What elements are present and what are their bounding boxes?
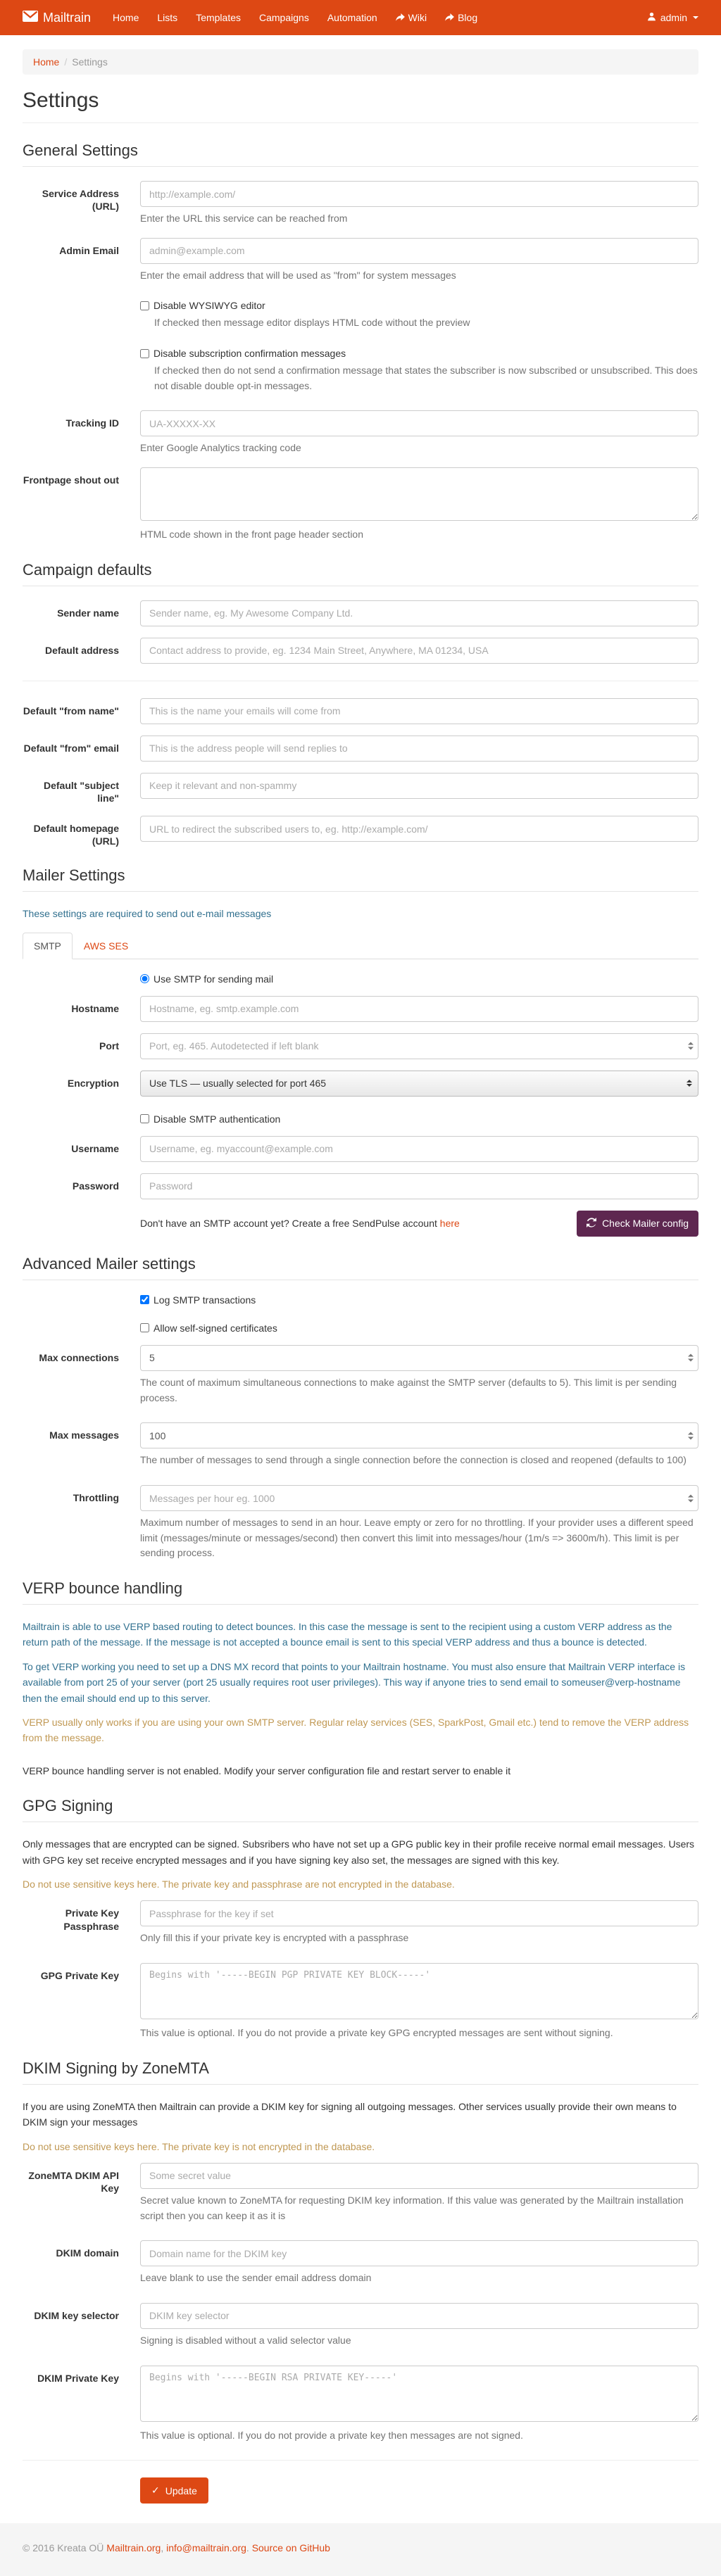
hostname-label: Hostname — [71, 1002, 119, 1014]
frontpage-shout-out-help: HTML code shown in the front page header section — [140, 529, 364, 541]
nav-home[interactable]: Home — [113, 12, 139, 23]
max-messages-help: The number of messages to send through a single connection before the connection is closed and reopened (defaults to 100) — [140, 1454, 686, 1466]
nav-lists[interactable]: Lists — [157, 12, 178, 23]
dkim-private-key-textarea[interactable] — [140, 2366, 698, 2422]
frontpage-shout-out-textarea[interactable] — [140, 467, 698, 521]
dkim-private-key-label: DKIM Private Key — [37, 2372, 119, 2384]
top-navbar — [0, 0, 721, 35]
check-mailer-config-button[interactable] — [577, 1211, 698, 1237]
field-service-address — [23, 181, 698, 227]
field-tracking-id — [23, 410, 698, 456]
throttling-help: Maximum number of messages to send in an hour. Leave empty or zero for no throttling. If your provider uses a different speed limit (messages/minute or messages/second) then convert this limit into messages/hour (1m/s => 3600m/h). This limit is per sending process. — [140, 1517, 694, 1559]
share-arrow-icon — [396, 12, 405, 23]
nav-blog[interactable] — [436, 1, 487, 34]
field-password — [23, 1173, 698, 1199]
envelope-icon — [23, 11, 38, 25]
field-default-subject — [23, 773, 698, 804]
field-username — [23, 1136, 698, 1162]
field-hostname — [23, 996, 698, 1022]
field-admin-email — [23, 238, 698, 284]
footer-separator: . — [246, 2542, 252, 2554]
section-verp: VERP bounce handling — [23, 1579, 698, 1605]
field-default-address — [23, 638, 698, 664]
field-default-from-email — [23, 735, 698, 762]
disable-confirmations-label: Disable subscription confirmation messages — [153, 348, 346, 360]
footer-separator: , — [161, 2542, 167, 2554]
nav-blog-label: Blog — [458, 12, 478, 23]
gpg-paragraph: Only messages that are encrypted can be signed. Subsribers who have not set up a GPG public key in their profile receive normal email messages. Users with GPG key set receive encrypted messages and if you have signing key also set, the messages are signed with this key. — [23, 1838, 695, 1866]
field-throttling — [23, 1485, 698, 1561]
use-smtp-label: Use SMTP for sending mail — [153, 973, 274, 985]
update-row — [23, 2477, 698, 2504]
section-advanced-mailer: Advanced Mailer settings — [23, 1255, 698, 1280]
gpg-private-key-help: This value is optional. If you do not provide a private key GPG encrypted messages are sent without signing. — [140, 2027, 613, 2039]
section-gpg: GPG Signing — [23, 1797, 698, 1822]
field-gpg-passphrase — [23, 1900, 698, 1946]
dkim-domain-label: DKIM domain — [56, 2247, 119, 2259]
field-port — [23, 1033, 698, 1059]
admin-email-input[interactable] — [140, 238, 698, 264]
share-arrow-icon — [445, 12, 454, 23]
disable-confirmations-checkbox[interactable] — [140, 349, 149, 358]
field-disable-wysiwyg — [140, 300, 698, 331]
field-dkim-api-key — [23, 2163, 698, 2223]
throttling-input[interactable] — [140, 1485, 698, 1511]
field-default-from-name — [23, 698, 698, 724]
brand-name: Mailtrain — [43, 10, 92, 25]
dkim-warning: Do not use sensitive keys here. The private key is not encrypted in the database. — [23, 2140, 375, 2152]
section-campaign-defaults: Campaign defaults — [23, 561, 698, 586]
sender-name-input[interactable] — [140, 600, 698, 626]
disable-wysiwyg-help: If checked then message editor displays HTML code without the preview — [154, 317, 470, 329]
dkim-selector-label: DKIM key selector — [34, 2309, 119, 2321]
field-self-signed — [140, 1322, 698, 1334]
service-address-help: Enter the URL this service can be reached from — [140, 213, 348, 224]
mailer-intro: These settings are required to send out e-mail messages — [23, 907, 272, 919]
verp-paragraph-1: Mailtrain is able to use VERP based routing to detect bounces. In this case the message is sent to the recipient using a custom VERP address as the return path of the message. If the message is not accepted a bounce email is sent to this special VERP address and thus a bounce is detected. — [23, 1621, 672, 1648]
breadcrumb-current: Settings — [72, 56, 108, 68]
field-dkim-domain — [23, 2240, 698, 2286]
field-dkim-selector — [23, 2303, 698, 2349]
field-sender-name — [23, 600, 698, 626]
default-homepage-input[interactable] — [140, 816, 698, 842]
check-mailer-config-label: Check Mailer config — [602, 1218, 689, 1230]
breadcrumb — [23, 49, 698, 75]
section-general-settings: General Settings — [23, 141, 698, 167]
dkim-api-key-label: ZoneMTA DKIM API Key — [28, 2169, 119, 2195]
max-connections-input[interactable] — [140, 1345, 698, 1371]
tab-aws-ses[interactable]: AWS SES — [83, 940, 129, 952]
footer-link-mailtrain[interactable]: Mailtrain.org — [106, 2542, 161, 2554]
dkim-paragraph: If you are using ZoneMTA then Mailtrain can provide a DKIM key for signing all outgoing messages. Other services usually provide their own means to DKIM sign your messages — [23, 2100, 677, 2128]
user-icon — [647, 12, 656, 23]
default-from-name-label: Default "from name" — [23, 705, 119, 716]
encryption-select[interactable] — [140, 1071, 698, 1097]
frontpage-shout-out-label: Frontpage shout out — [23, 474, 119, 486]
self-signed-label: Allow self-signed certificates — [153, 1322, 277, 1334]
gpg-warning: Do not use sensitive keys here. The private key and passphrase are not encrypted in the database. — [23, 1878, 455, 1890]
tab-smtp[interactable]: SMTP — [23, 933, 73, 959]
log-smtp-checkbox[interactable] — [140, 1295, 149, 1304]
field-dkim-private-key — [23, 2366, 698, 2444]
default-subject-label: Default "subject line" — [44, 779, 119, 804]
footer-link-github[interactable]: Source on GitHub — [251, 2542, 330, 2554]
section-dkim: DKIM Signing by ZoneMTA — [23, 2059, 698, 2085]
tracking-id-label: Tracking ID — [65, 417, 119, 429]
sendpulse-here-link[interactable]: here — [439, 1218, 460, 1230]
dkim-domain-help: Leave blank to use the sender email address domain — [140, 2272, 372, 2284]
section-mailer-settings: Mailer Settings — [23, 866, 698, 892]
field-max-connections — [23, 1345, 698, 1406]
use-smtp-radio[interactable] — [140, 974, 149, 983]
gpg-passphrase-label: Private Key Passphrase — [63, 1907, 119, 1932]
gpg-private-key-label: GPG Private Key — [40, 1970, 119, 1982]
admin-email-help: Enter the email address that will be used as "from" for system messages — [140, 269, 456, 281]
select-arrows-icon — [686, 1080, 692, 1087]
port-input[interactable] — [140, 1033, 698, 1059]
field-frontpage-shout-out — [23, 467, 698, 543]
user-name: admin — [660, 12, 687, 23]
gpg-passphrase-help: Only fill this if your private key is encrypted with a passphrase — [140, 1932, 409, 1944]
refresh-icon — [587, 1218, 596, 1230]
dkim-private-key-help: This value is optional. If you do not provide a private key then messages are not signed. — [140, 2429, 523, 2441]
max-messages-input[interactable] — [140, 1422, 698, 1448]
gpg-private-key-textarea[interactable] — [140, 1963, 698, 2019]
field-max-messages — [23, 1422, 698, 1468]
max-messages-label: Max messages — [49, 1429, 119, 1441]
tracking-id-help: Enter Google Analytics tracking code — [140, 442, 301, 454]
default-subject-input[interactable] — [140, 773, 698, 799]
disable-wysiwyg-checkbox[interactable] — [140, 301, 149, 310]
field-log-smtp — [140, 1294, 698, 1306]
check-icon: ✓ — [151, 2485, 160, 2496]
breadcrumb-home[interactable]: Home — [33, 56, 60, 68]
main-nav — [104, 0, 487, 35]
dkim-selector-input[interactable] — [140, 2303, 698, 2329]
service-address-label: Service Address (URL) — [42, 188, 119, 213]
sendpulse-text: Don't have an SMTP account yet? Create a free SendPulse account — [140, 1218, 437, 1230]
log-smtp-label: Log SMTP transactions — [153, 1294, 256, 1306]
username-label: Username — [71, 1142, 119, 1154]
dkim-domain-input[interactable] — [140, 2240, 698, 2266]
tracking-id-input[interactable] — [140, 410, 698, 436]
disable-auth-label: Disable SMTP authentication — [153, 1113, 281, 1125]
encryption-selected-value: Use TLS — usually selected for port 465 — [149, 1078, 327, 1090]
page-title: Settings — [23, 89, 99, 112]
number-spinner[interactable] — [688, 1042, 694, 1050]
number-spinner[interactable] — [688, 1494, 694, 1502]
gpg-passphrase-input[interactable] — [140, 1900, 698, 1926]
nav-wiki[interactable] — [387, 1, 436, 34]
disable-auth-checkbox[interactable] — [140, 1114, 149, 1123]
field-use-smtp — [140, 973, 698, 985]
username-input[interactable] — [140, 1136, 698, 1162]
disable-confirmations-help: If checked then do not send a confirmation message that states the subscriber is now subscribed or unsubscribed. This does not disable double opt-in messages. — [154, 365, 698, 391]
caret-down-icon — [693, 16, 698, 19]
default-address-label: Default address — [44, 644, 119, 656]
default-from-email-label: Default "from" email — [23, 742, 119, 754]
default-from-name-input[interactable] — [140, 698, 698, 724]
title-divider — [23, 122, 698, 123]
service-address-input[interactable] — [140, 181, 698, 207]
default-address-input[interactable] — [140, 638, 698, 664]
nav-automation[interactable]: Automation — [327, 12, 377, 23]
dkim-selector-help: Signing is disabled without a valid selector value — [140, 2334, 351, 2346]
verp-status: VERP bounce handling server is not enabled. Modify your server configuration file and restart server to enable it — [23, 1764, 511, 1776]
footer — [0, 2523, 721, 2576]
max-connections-label: Max connections — [39, 1351, 119, 1363]
dkim-api-key-help: Secret value known to ZoneMTA for requesting DKIM key information. If this value was generated by the Mailtrain installation script then you can keep it as it is — [140, 2194, 684, 2221]
nav-templates[interactable]: Templates — [196, 12, 241, 23]
nav-campaigns[interactable]: Campaigns — [259, 12, 309, 23]
mailer-tabs — [23, 933, 698, 959]
password-label: Password — [72, 1180, 119, 1192]
number-spinner[interactable] — [688, 1432, 694, 1439]
update-divider — [23, 2460, 698, 2461]
encryption-label: Encryption — [67, 1077, 119, 1089]
sendpulse-row — [23, 1211, 698, 1237]
verp-paragraph-2: To get VERP working you need to set up a DNS MX record that points to your Mailtrain hostname. You must also ensure that Mailtrain VERP interface is available from port 25 of your server (port 25 usually requires root user privileges). This way if anyone tries to send email to someuser@verp-hostname then the email should end up to this server. — [23, 1660, 686, 1704]
port-label: Port — [99, 1040, 119, 1052]
throttling-label: Throttling — [73, 1492, 119, 1504]
hostname-input[interactable] — [140, 996, 698, 1022]
field-disable-auth — [140, 1113, 698, 1125]
self-signed-checkbox[interactable] — [140, 1323, 149, 1332]
field-encryption — [23, 1071, 698, 1097]
disable-wysiwyg-label: Disable WYSIWYG editor — [153, 300, 265, 312]
verp-warning: VERP usually only works if you are using your own SMTP server. Regular relay services (SES, SparkPost, Gmail etc.) tend to remove the VERP address from the message. — [23, 1717, 689, 1744]
number-spinner[interactable] — [688, 1354, 694, 1362]
update-button-label: Update — [165, 2485, 197, 2496]
sender-name-label: Sender name — [57, 607, 119, 619]
password-input[interactable] — [140, 1173, 698, 1199]
update-button[interactable] — [140, 2477, 208, 2504]
breadcrumb-separator: / — [64, 56, 68, 68]
user-menu[interactable] — [647, 1, 698, 34]
max-connections-help: The count of maximum simultaneous connections to make against the SMTP server (defaults to 5). This limit is per sending process. — [140, 1376, 677, 1403]
nav-wiki-label: Wiki — [408, 12, 427, 23]
footer-copyright: © 2016 Kreata OÜ — [23, 2542, 107, 2554]
field-gpg-private-key — [23, 1963, 698, 2041]
admin-email-label: Admin Email — [59, 244, 119, 256]
brand-logo[interactable] — [23, 11, 91, 25]
default-homepage-label: Default homepage (URL) — [33, 823, 119, 847]
field-disable-confirmations — [140, 348, 698, 393]
footer-link-email[interactable]: info@mailtrain.org — [166, 2542, 246, 2554]
field-default-homepage — [23, 816, 698, 847]
default-from-email-input[interactable] — [140, 735, 698, 762]
dkim-api-key-input[interactable] — [140, 2163, 698, 2189]
